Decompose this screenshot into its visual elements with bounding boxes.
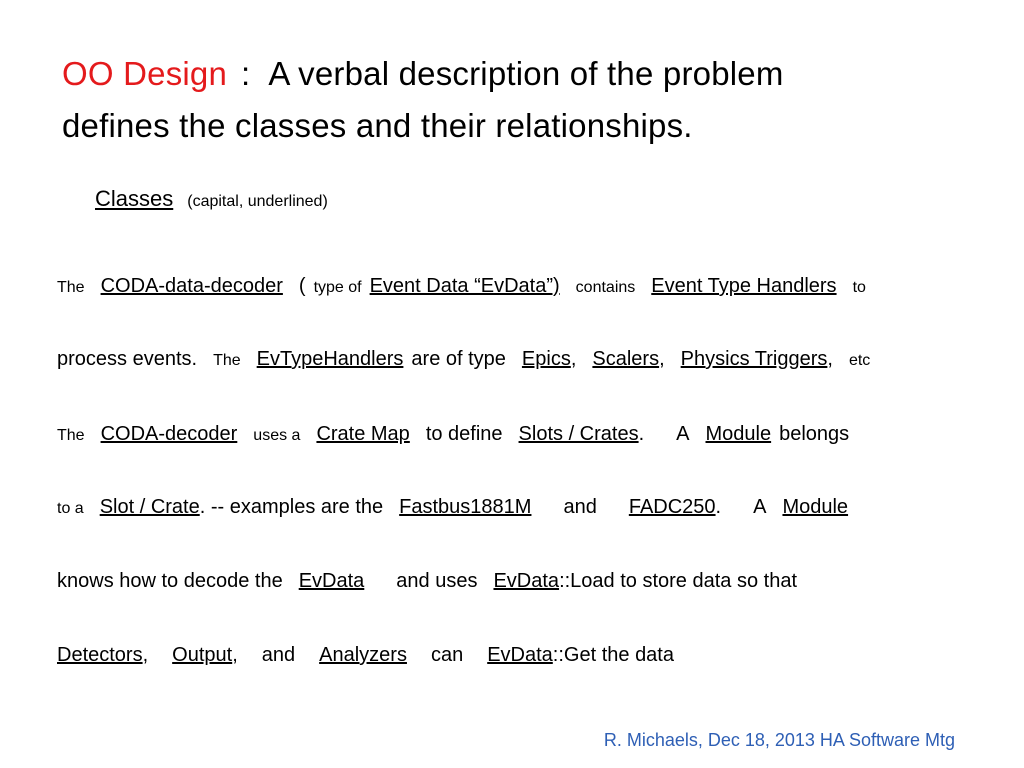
- title-part-2: defines the classes and their relationships.: [62, 107, 693, 144]
- text-the: The: [57, 427, 85, 444]
- text-belongs: belongs: [779, 423, 850, 445]
- text-period: .: [715, 496, 722, 518]
- term-output: Output: [172, 644, 233, 666]
- term-crate-map: Crate Map: [316, 423, 410, 445]
- term-detectors: Detectors: [57, 644, 143, 666]
- text-and: and: [261, 644, 296, 666]
- text-examples-are-the: . -- examples are the: [199, 496, 384, 518]
- term-module: Module: [705, 423, 772, 445]
- term-fastbus1881m: Fastbus1881M: [399, 496, 532, 518]
- body-line-5: [57, 570, 797, 593]
- text-the: The: [57, 279, 85, 296]
- term-coda-decoder: CODA-decoder: [100, 423, 238, 445]
- term-event-data: Event Data “EvData”): [369, 275, 560, 297]
- title-part-1: A verbal description of the problem: [268, 55, 784, 92]
- body-line-4: [57, 496, 848, 519]
- text-can: can: [430, 644, 464, 666]
- term-coda-data-decoder: CODA-data-decoder: [100, 275, 283, 297]
- body-line-3: [57, 423, 849, 446]
- term-slots-crates: Slots / Crates: [518, 423, 639, 445]
- title-colon: :: [241, 55, 251, 92]
- text-contains: contains: [575, 279, 636, 296]
- classes-note: (capital, underlined): [187, 193, 328, 210]
- text-process-events: process events.: [57, 348, 198, 370]
- text-get-the-data: ::Get the data: [552, 644, 674, 666]
- text-comma: ,: [659, 348, 665, 370]
- text-and-uses: and uses: [396, 570, 478, 592]
- title-oo-design: OO Design: [62, 55, 228, 92]
- text-uses-a: uses a: [253, 427, 301, 444]
- footer-credit: R. Michaels, Dec 18, 2013 HA Software Mtg: [603, 730, 955, 750]
- text-knows-how: knows how to decode the: [57, 570, 283, 592]
- text-etc: etc: [848, 352, 871, 369]
- term-module: Module: [782, 496, 849, 518]
- body-line-2: [57, 348, 870, 371]
- term-scalers: Scalers: [592, 348, 660, 370]
- text-the: The: [213, 352, 241, 369]
- term-fadc250: FADC250: [628, 496, 716, 518]
- text-and: and: [563, 496, 597, 518]
- slide-title: [62, 48, 1002, 152]
- text-type-of: type of: [313, 279, 362, 296]
- term-evdata: EvData: [493, 570, 560, 592]
- text-period: .: [638, 423, 645, 445]
- text-paren: (: [298, 275, 306, 297]
- term-analyzers: Analyzers: [319, 644, 407, 666]
- body-line-1: [57, 275, 866, 298]
- text-comma: ,: [142, 644, 149, 666]
- term-evdata: EvData: [298, 570, 365, 592]
- classes-heading-line: [95, 186, 328, 212]
- text-load-store: ::Load to store data so that: [559, 570, 798, 592]
- term-event-type-handlers: Event Type Handlers: [651, 275, 837, 297]
- text-comma: ,: [827, 348, 833, 370]
- text-are-of-type: are of type: [411, 348, 506, 370]
- text-to: to: [852, 279, 866, 296]
- text-to-define: to define: [425, 423, 503, 445]
- term-slot-crate: Slot / Crate: [99, 496, 200, 518]
- term-epics: Epics: [521, 348, 571, 370]
- classes-label: Classes: [95, 186, 174, 211]
- term-physics-triggers: Physics Triggers: [680, 348, 828, 370]
- text-a: A: [753, 496, 767, 518]
- text-comma: ,: [232, 644, 238, 666]
- term-evdata: EvData: [487, 644, 553, 666]
- text-a: A: [676, 423, 690, 445]
- body-line-6: [57, 644, 674, 667]
- text-to-a: to a: [57, 500, 84, 517]
- text-comma: ,: [570, 348, 577, 370]
- term-evtypehandlers: EvTypeHandlers: [256, 348, 404, 370]
